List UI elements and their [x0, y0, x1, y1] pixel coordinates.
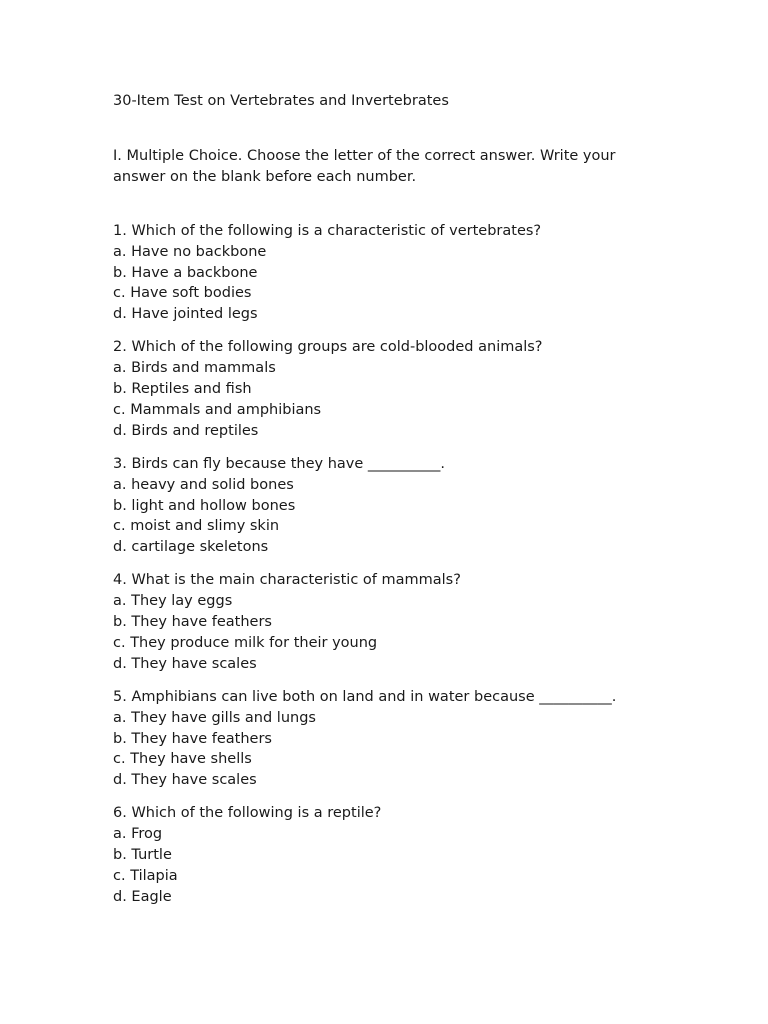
answer-choice-b: b. They have feathers — [113, 730, 272, 747]
question-6 — [113, 803, 673, 907]
answer-choice-d: d. Eagle — [113, 888, 172, 905]
answer-choice-b: b. light and hollow bones — [113, 497, 296, 514]
answer-choice-a: a. Frog — [113, 826, 163, 843]
answer-choice-d: d. Birds and reptiles — [113, 422, 259, 439]
question-text: 2. Which of the following groups are cold-blooded animals? — [113, 339, 543, 356]
answer-choice-c: c. moist and slimy skin — [113, 518, 280, 535]
answer-choice-b: b. Reptiles and fish — [113, 381, 252, 398]
answer-choice-c: c. Mammals and amphibians — [113, 401, 322, 418]
question-list — [113, 221, 673, 920]
question-text: 6. Which of the following is a reptile? — [113, 805, 382, 822]
answer-choice-a: a. They lay eggs — [113, 593, 233, 610]
question-1 — [113, 221, 673, 325]
answer-choice-a: a. heavy and solid bones — [113, 476, 294, 493]
instructions-text: I. Multiple Choice. Choose the letter of the correct answer. Write your answer on the blank before each number. — [113, 148, 616, 185]
question-5 — [113, 687, 673, 791]
answer-choice-d: d. They have scales — [113, 772, 257, 789]
answer-choice-a: a. Have no backbone — [113, 243, 267, 260]
question-3 — [113, 454, 673, 558]
answer-choice-c: c. They have shells — [113, 751, 252, 768]
answer-choice-c: c. They produce milk for their young — [113, 634, 378, 651]
answer-choice-d: d. They have scales — [113, 655, 257, 672]
answer-choice-d: d. Have jointed legs — [113, 306, 258, 323]
answer-choice-b: b. Have a backbone — [113, 264, 258, 281]
answer-choice-a: a. Birds and mammals — [113, 360, 276, 377]
answer-choice-b: b. They have feathers — [113, 614, 272, 631]
question-2 — [113, 337, 673, 441]
document-title: 30-Item Test on Vertebrates and Invertebrates — [113, 93, 449, 109]
answer-choice-d: d. cartilage skeletons — [113, 539, 269, 556]
question-4 — [113, 570, 673, 674]
answer-choice-b: b. Turtle — [113, 847, 172, 864]
question-text: 1. Which of the following is a characteristic of vertebrates? — [113, 223, 542, 239]
question-text: 3. Birds can fly because they have __________. — [113, 455, 446, 472]
answer-choice-a: a. They have gills and lungs — [113, 709, 316, 726]
answer-choice-c: c. Have soft bodies — [113, 285, 252, 302]
question-text: 5. Amphibians can live both on land and in water because __________. — [113, 688, 617, 705]
answer-choice-c: c. Tilapia — [113, 867, 178, 884]
question-text: 4. What is the main characteristic of mammals? — [113, 572, 461, 589]
